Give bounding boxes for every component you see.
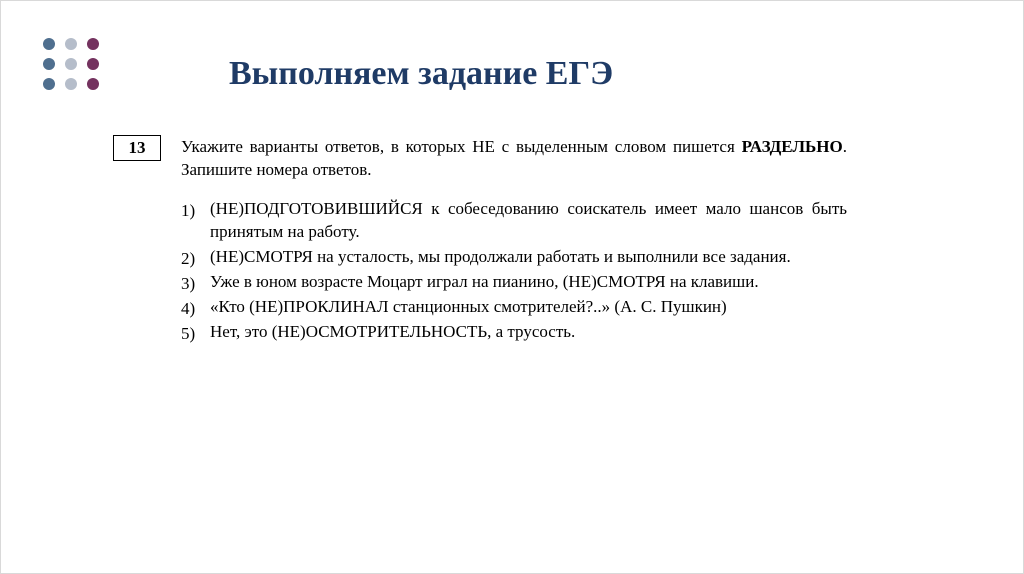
answer-option (181, 320, 847, 343)
answer-option (181, 295, 847, 318)
option-number: 2) (181, 249, 196, 268)
dot-r1c2 (65, 38, 77, 50)
option-text: (НЕ)ПОДГОТОВИВШИЙСЯ к собеседованию соискатель имеет мало шансов быть принятым на работу. (210, 199, 847, 241)
option-text: Уже в юном возрасте Моцарт играл на пианино, (НЕ)СМОТРЯ на клавиши. (210, 272, 759, 291)
dot-r2c1 (43, 58, 55, 70)
dot-r3c1 (43, 78, 55, 90)
dot-r1c1 (43, 38, 55, 50)
slide-title: Выполняем задание ЕГЭ (229, 55, 614, 92)
answer-option (181, 197, 847, 243)
option-text: (НЕ)СМОТРЯ на усталость, мы продолжали работать и выполнили все задания. (210, 247, 791, 266)
dot-r3c2 (65, 78, 77, 90)
option-number: 4) (181, 299, 196, 318)
prompt-bold-word: РАЗДЕЛЬНО (741, 137, 843, 156)
answer-options-list (181, 197, 847, 343)
dot-r1c3 (87, 38, 99, 50)
decorative-dots (43, 38, 103, 94)
option-number: 5) (181, 324, 196, 343)
option-number: 3) (181, 274, 196, 293)
answer-option (181, 270, 847, 293)
prompt-text-end: . Запишите номера ответов. (181, 137, 847, 179)
option-number: 1) (181, 201, 196, 220)
option-text: Нет, это (НЕ)ОСМОТРИТЕЛЬНОСТЬ, а трусость. (210, 322, 576, 341)
task-number-box: 13 (113, 135, 161, 161)
dot-r3c3 (87, 78, 99, 90)
dot-r2c2 (65, 58, 77, 70)
answer-option (181, 245, 847, 268)
task-prompt (181, 135, 847, 181)
prompt-text-start: Укажите варианты ответов, в которых НЕ с выделенным словом пишется (181, 137, 742, 156)
dot-r2c3 (87, 58, 99, 70)
option-text: «Кто (НЕ)ПРОКЛИНАЛ станционных смотрителей?..» (А. С. Пушкин) (210, 297, 727, 316)
